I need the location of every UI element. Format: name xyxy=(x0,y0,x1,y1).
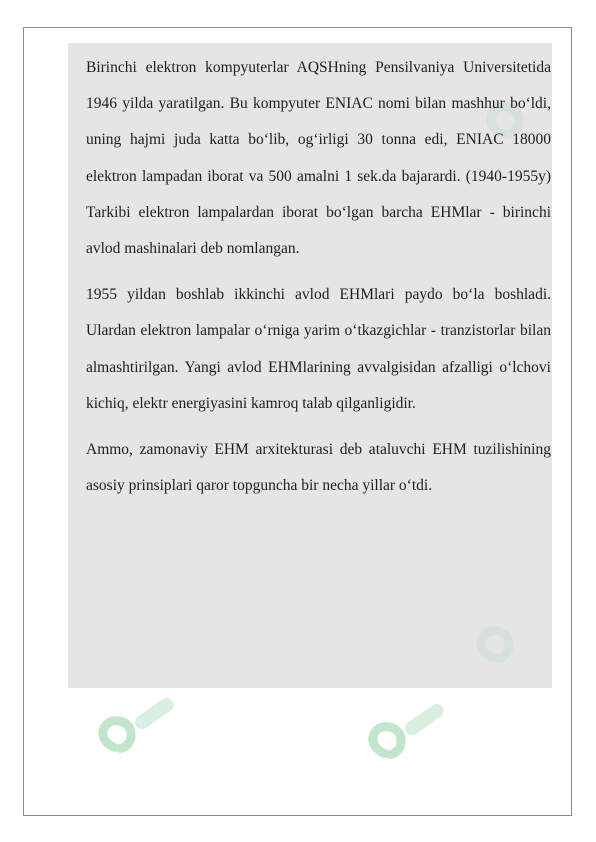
paragraph-first-generation: Birinchi elektron kompyuterlar AQSHning Pensilvaniya Universitetida 1946 yilda yaratilgan. Bu kompyuter ENIAC nomi bilan mashhur bo‘ldi, uning hajmi juda katta bo‘lib, og‘irligi 30 tonna edi, ENIAC 18000 elektron lampadan iborat va 500 amalni 1 sek.da bajarardi. (1940-1955y) Tarkibi elektron lampalardan iborat bo‘lgan barcha EHMlar - birinchi avlod mashinalari deb nomlangan. xyxy=(86,59,551,258)
paragraph-second-generation: 1955 yildan boshlab ikkinchi avlod EHMlari paydo bo‘la boshladi. Ulardan elektron lampalar o‘rniga yarim o‘tkazgichlar - tranzistorlar bilan almashtirilgan. Yangi avlod EHMlarining avvalgisidan afzalligi o‘lchovi kichiq, elektr energiyasini kamroq talab qilganligidir. xyxy=(86,286,551,412)
document-body xyxy=(86,50,551,504)
paragraph-architecture: Ammo, zamonaviy EHM arxitekturasi deb ataluvchi EHM tuzilishining asosiy prinsiplari qaror topguncha bir necha yillar o‘tdi. xyxy=(86,441,551,495)
